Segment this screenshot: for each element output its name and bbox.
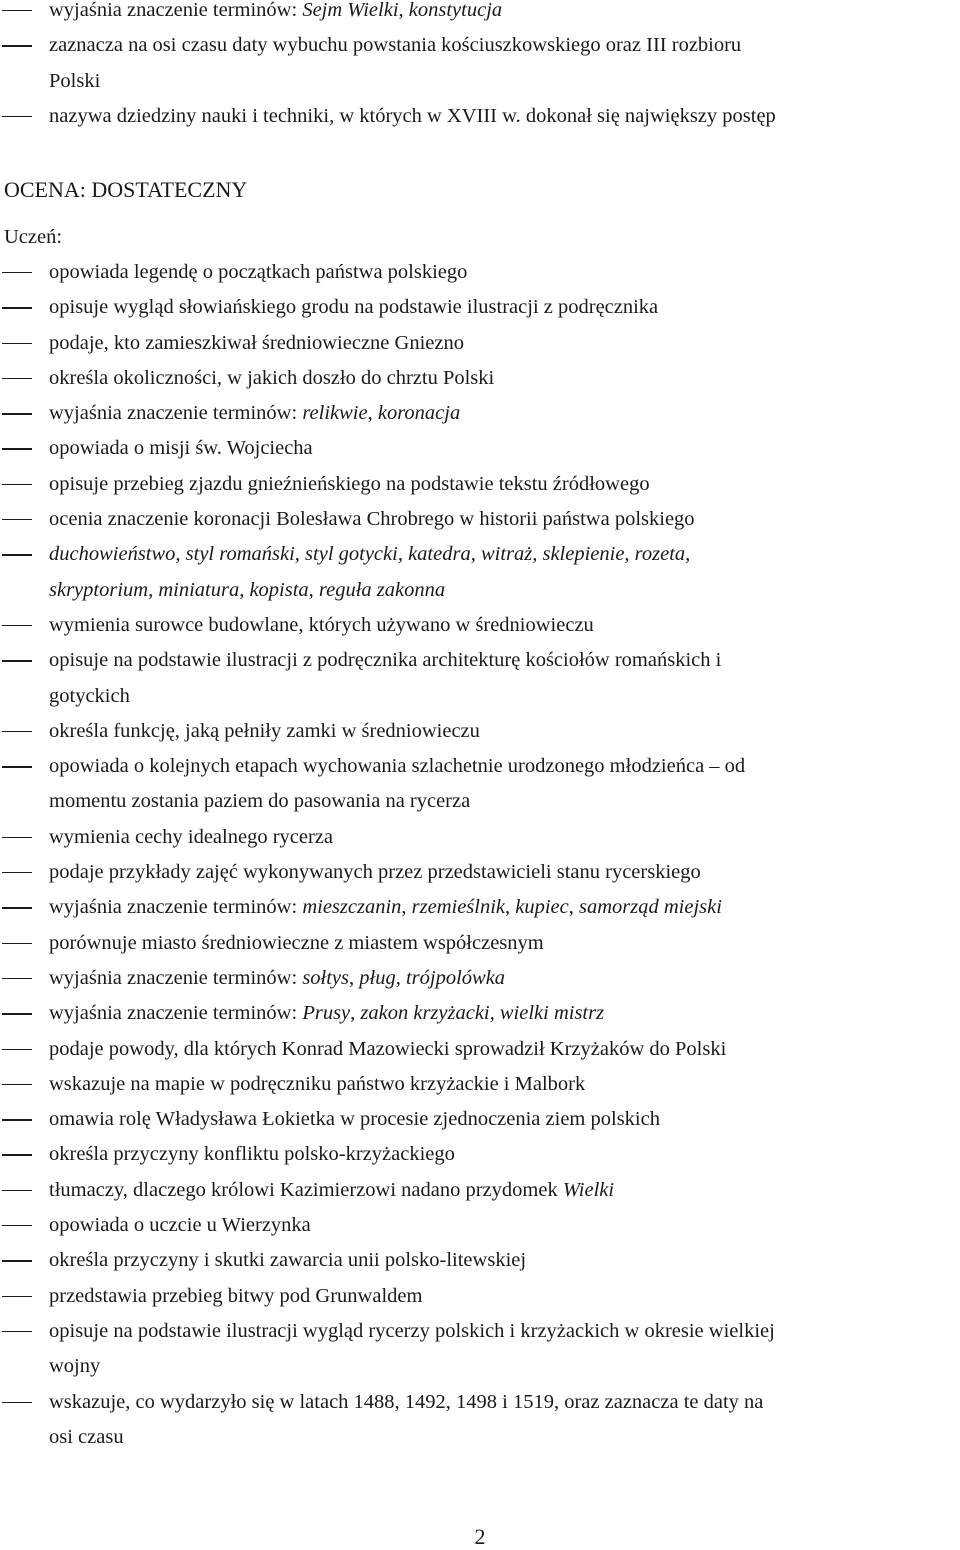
list-item-line (49, 1279, 960, 1314)
list-item-line (49, 890, 960, 925)
list-item (0, 855, 960, 890)
list-item-line (49, 749, 960, 784)
list-item (0, 290, 960, 325)
list-item-line (49, 996, 960, 1031)
list-item (0, 890, 960, 925)
list-item-line (49, 502, 960, 537)
list-item-line (49, 855, 960, 890)
text-segment: opowiada o uczcie u Wierzynka (49, 1214, 311, 1237)
italic-term: mieszczanin (302, 896, 402, 919)
list-item-line (49, 679, 960, 714)
list-item-line (49, 1173, 960, 1208)
text-segment: określa okoliczności, w jakich doszło do chrztu Polski (49, 366, 495, 389)
text-segment: określa przyczyny i skutki zawarcia unii polsko-litewskiej (49, 1249, 527, 1272)
italic-term: pług (359, 966, 396, 989)
text-segment: omawia rolę Władysława Łokietka w procesie zjednoczenia ziem polskich (49, 1108, 660, 1131)
italic-term: konstytucja (408, 0, 503, 21)
italic-term: sołtys (302, 966, 350, 989)
list-item-line (49, 1208, 960, 1243)
list-item (0, 361, 960, 396)
text-segment: opisuje na podstawie ilustracji wygląd rycerzy polskich i krzyżackich w okresie wielkiej (49, 1319, 775, 1342)
list-item (0, 643, 960, 714)
list-item-line (49, 1137, 960, 1172)
text-segment: wyjaśnia znaczenie terminów: (49, 896, 303, 919)
italic-term: kupiec (515, 896, 569, 919)
list-item (0, 502, 960, 537)
italic-term: rzemieślnik (411, 896, 506, 919)
list-item (0, 1279, 960, 1314)
list-item-line (49, 820, 960, 855)
text-segment: określa funkcję, jaką pełniły zamki w średniowieczu (49, 719, 480, 742)
text-segment: wymienia surowce budowlane, których używano w średniowieczu (49, 613, 594, 636)
page-number: 2 (474, 1524, 486, 1549)
text-segment: podaje powody, dla których Konrad Mazowiecki sprowadził Krzyżaków do Polski (49, 1037, 727, 1060)
text-segment: , (401, 896, 412, 919)
text-segment: , (349, 966, 360, 989)
text-segment: wyjaśnia znaczenie terminów: (49, 402, 303, 425)
list-item-line (49, 643, 960, 678)
text-segment: , (568, 896, 580, 919)
list-item-line (49, 926, 960, 961)
list-item (0, 1137, 960, 1172)
italic-term: zakon krzyżacki (360, 1002, 490, 1025)
text-segment: porównuje miasto średniowieczne z miastem współczesnym (49, 931, 544, 954)
italic-term: Sejm Wielki (302, 0, 399, 21)
text-segment: wymienia cechy idealnego rycerza (49, 825, 333, 848)
list-item (0, 820, 960, 855)
text-segment: opisuje na podstawie ilustracji z podręcznika architekturę kościołów romańskich i (49, 649, 722, 672)
italic-term: koronacja (377, 402, 461, 425)
italic-term: wielki mistrz (499, 1002, 605, 1025)
list-item-line (49, 961, 960, 996)
italic-term: Prusy (302, 1002, 351, 1025)
text-segment: podaje, kto zamieszkiwał średniowieczne Gniezno (49, 331, 464, 354)
list-item (0, 0, 960, 28)
list-item-line (49, 784, 960, 819)
list-item (0, 467, 960, 502)
list-item (0, 926, 960, 961)
italic-term: duchowieństwo, styl romański, styl gotycki, katedra, witraż, sklepienie, rozeta, (49, 543, 691, 566)
list-item-line (49, 1420, 960, 1455)
text-segment: Polski (49, 69, 101, 92)
requirements-list (0, 255, 960, 1455)
text-segment: opisuje wygląd słowiańskiego grodu na podstawie ilustracji z podręcznika (49, 296, 659, 319)
list-item-line (49, 1032, 960, 1067)
text-segment: gotyckich (49, 684, 130, 707)
list-item-line (49, 1349, 960, 1384)
text-segment: zaznacza na osi czasu daty wybuchu powstania kościuszkowskiego oraz III rozbioru (49, 34, 742, 57)
list-item-line (49, 537, 960, 572)
list-item (0, 431, 960, 466)
list-item-line (49, 431, 960, 466)
text-segment: osi czasu (49, 1425, 124, 1448)
list-item-line (49, 1243, 960, 1278)
list-item (0, 714, 960, 749)
italic-term: Wielki (562, 1178, 615, 1201)
text-segment: tłumaczy, dlaczego królowi Kazimierzowi nadano przydomek (49, 1178, 563, 1201)
list-item-line (49, 1385, 960, 1420)
list-item (0, 396, 960, 431)
list-item (0, 1243, 960, 1278)
list-item-line (49, 396, 960, 431)
italic-term: skryptorium, miniatura, kopista, reguła zakonna (49, 578, 446, 601)
italic-term: samorząd miejski (579, 896, 722, 919)
list-item (0, 1208, 960, 1243)
list-item-line (49, 1102, 960, 1137)
text-segment: momentu zostania paziem do pasowania na rycerza (49, 790, 471, 813)
text-segment: podaje przykłady zajęć wykonywanych przez przedstawicieli stanu rycerskiego (49, 861, 701, 884)
list-item-line (49, 361, 960, 396)
text-segment: , (350, 1002, 361, 1025)
text-segment: , (505, 896, 516, 919)
list-item (0, 996, 960, 1031)
list-item (0, 1032, 960, 1067)
text-segment: opowiada o misji św. Wojciecha (49, 437, 313, 460)
text-segment: wyjaśnia znaczenie terminów: (49, 0, 303, 21)
text-segment: wskazuje, co wydarzyło się w latach 1488, 1492, 1498 i 1519, oraz zaznacza te daty na (49, 1390, 764, 1413)
text-segment: wskazuje na mapie w podręczniku państwo krzyżackie i Malbork (49, 1072, 586, 1095)
grade-heading: OCENA: DOSTATECZNY (4, 177, 248, 202)
list-item (0, 326, 960, 361)
text-segment: określa przyczyny konfliktu polsko-krzyżackiego (49, 1143, 455, 1166)
list-item-line (49, 99, 960, 134)
list-item (0, 99, 960, 134)
text-segment: ocenia znaczenie koronacji Bolesława Chrobrego w historii państwa polskiego (49, 508, 695, 531)
list-item-line (49, 28, 960, 63)
text-segment: wyjaśnia znaczenie terminów: (49, 1002, 303, 1025)
italic-term: relikwie (302, 402, 368, 425)
text-segment: nazywa dziedziny nauki i techniki, w których w XVIII w. dokonał się największy postęp (49, 104, 776, 127)
italic-term: trójpolówka (405, 966, 506, 989)
text-segment: wojny (49, 1355, 101, 1378)
text-segment: , (367, 402, 378, 425)
list-item-line (49, 255, 960, 290)
list-item-line (49, 1314, 960, 1349)
list-item (0, 1385, 960, 1456)
student-label: Uczeń: (4, 226, 63, 248)
list-item-line (49, 290, 960, 325)
list-item-line (49, 0, 960, 28)
list-item (0, 608, 960, 643)
list-item-line (49, 1067, 960, 1102)
list-item-line (49, 64, 960, 99)
list-item (0, 1102, 960, 1137)
list-item-line (49, 326, 960, 361)
text-segment: , (489, 1002, 500, 1025)
previous-grade-list (0, 0, 960, 134)
text-segment: przedstawia przebieg bitwy pod Grunwaldem (49, 1284, 423, 1307)
list-item (0, 1067, 960, 1102)
text-segment: opowiada o kolejnych etapach wychowania szlachetnie urodzonego młodzieńca – od (49, 755, 746, 778)
text-segment: opowiada legendę o początkach państwa polskiego (49, 261, 468, 283)
list-item (0, 749, 960, 820)
list-item (0, 961, 960, 996)
list-item (0, 1314, 960, 1385)
list-item-line (49, 608, 960, 643)
list-item (0, 28, 960, 99)
text-segment: wyjaśnia znaczenie terminów: (49, 966, 303, 989)
list-item (0, 537, 960, 608)
list-item (0, 1173, 960, 1208)
list-item-line (49, 573, 960, 608)
text-segment: , (398, 0, 409, 21)
list-item-line (49, 467, 960, 502)
text-segment: , (395, 966, 406, 989)
list-item-line (49, 714, 960, 749)
list-item (0, 255, 960, 290)
text-segment: opisuje przebieg zjazdu gnieźnieńskiego na podstawie tekstu źródłowego (49, 472, 650, 495)
